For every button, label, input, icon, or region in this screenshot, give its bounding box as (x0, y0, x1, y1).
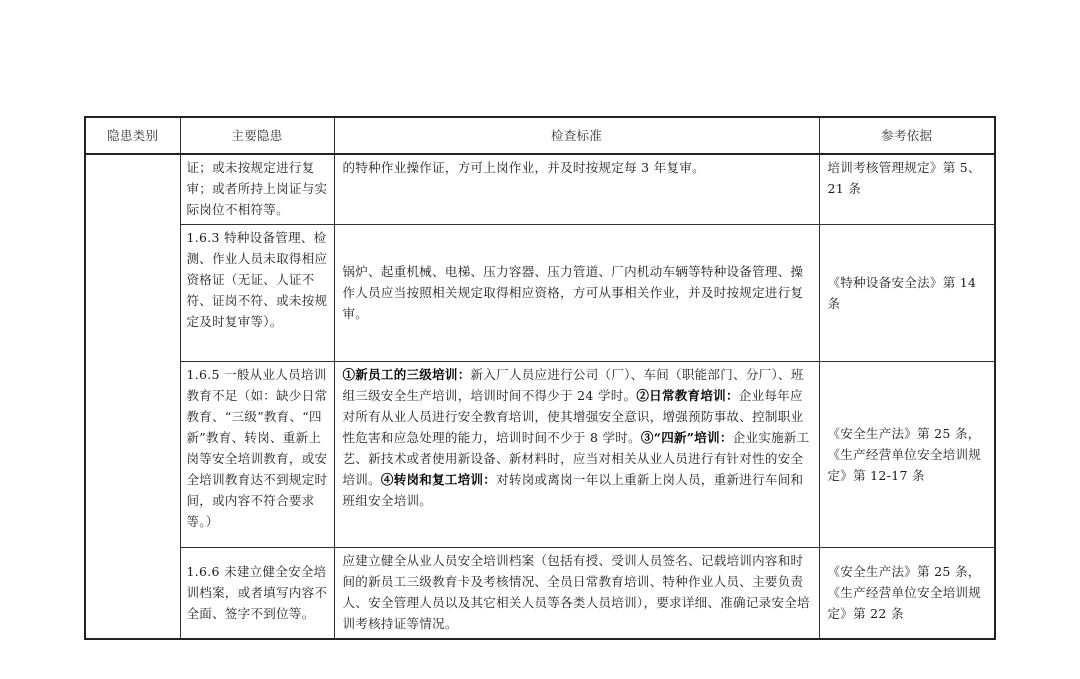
hazard-inspection-table (84, 116, 996, 640)
reference-cell: 《安全生产法》第 25 条，《生产经营单位安全培训规定》第 12-17 条 (819, 361, 995, 547)
hazard-cell: 1.6.3 特种设备管理、检测、作业人员未取得相应资格证（无证、人证不符、证岗不符、或未按规定及时复审等）。 (180, 224, 334, 361)
standard-cell: 应建立健全从业人员安全培训档案（包括有授、受训人员签名、记载培训内容和时间的新员工三级教育卡及考核情况、全员日常教育培训、特种作业人员、主要负责人、安全管理人员以及其它相关人员等各类人员培训），要求详细、准确记录安全培训考核持证等情况。 (334, 547, 819, 639)
category-cell (85, 154, 180, 639)
table-row (85, 224, 995, 361)
standard-text: 企业每年应对所有从业人员进行安全教育培训，使其增强安全意识，增强预防事故、控制职业性危害和应急处理的能力，培训时间不少于 8 学时。 (342, 387, 804, 445)
standard-subheading: ③“四新”培训： (640, 429, 733, 445)
standard-cell (334, 361, 819, 547)
header-inspection-standard: 检查标准 (334, 117, 819, 154)
reference-cell: 《安全生产法》第 25 条，《生产经营单位安全培训规定》第 22 条 (819, 547, 995, 639)
table-row (85, 361, 995, 547)
table-header-row (85, 117, 995, 154)
standard-subheading: ④转岗和复工培训： (380, 471, 497, 487)
standard-text: 对转岗或离岗一年以上重新上岗人员，重新进行车间和班组安全培训。 (342, 471, 804, 508)
standard-cell: 的特种作业操作证，方可上岗作业，并及时按规定每 3 年复审。 (334, 154, 819, 224)
table-row (85, 154, 995, 224)
header-reference-basis: 参考依据 (819, 117, 995, 154)
standard-subheading: ②日常教育培训： (636, 387, 739, 403)
header-main-hazard: 主要隐患 (180, 117, 334, 154)
hazard-cell: 1.6.6 未建立健全安全培训档案，或者填写内容不全面、签字不到位等。 (180, 547, 334, 639)
standard-text: 新入厂人员应进行公司（厂）、车间（职能部门、分厂）、班组三级安全生产培训，培训时间不得少于 24 学时。 (342, 366, 804, 403)
reference-cell: 培训考核管理规定》第 5、21 条 (819, 154, 995, 224)
standard-cell: 锅炉、起重机械、电梯、压力容器、压力管道、厂内机动车辆等特种设备管理、操作人员应当按照相关规定取得相应资格，方可从事相关作业，并及时按规定进行复审。 (334, 224, 819, 361)
standard-subheading: ①新员工的三级培训： (342, 366, 471, 382)
header-category: 隐患类别 (85, 117, 180, 154)
reference-cell: 《特种设备安全法》第 14 条 (819, 224, 995, 361)
standard-text: 企业实施新工艺、新技术或者使用新设备、新材料时，应当对相关从业人员进行有针对性的安全培训。 (342, 429, 810, 487)
hazard-cell: 证；或未按规定进行复审；或者所持上岗证与实际岗位不相符等。 (180, 154, 334, 224)
table-row (85, 547, 995, 639)
hazard-cell: 1.6.5 一般从业人员培训教育不足（如：缺少日常教育、“三级”教育、“四新”教育、转岗、重新上岗等安全培训教育，或安全培训教育达不到规定时间，或内容不符合要求等。） (180, 361, 334, 547)
